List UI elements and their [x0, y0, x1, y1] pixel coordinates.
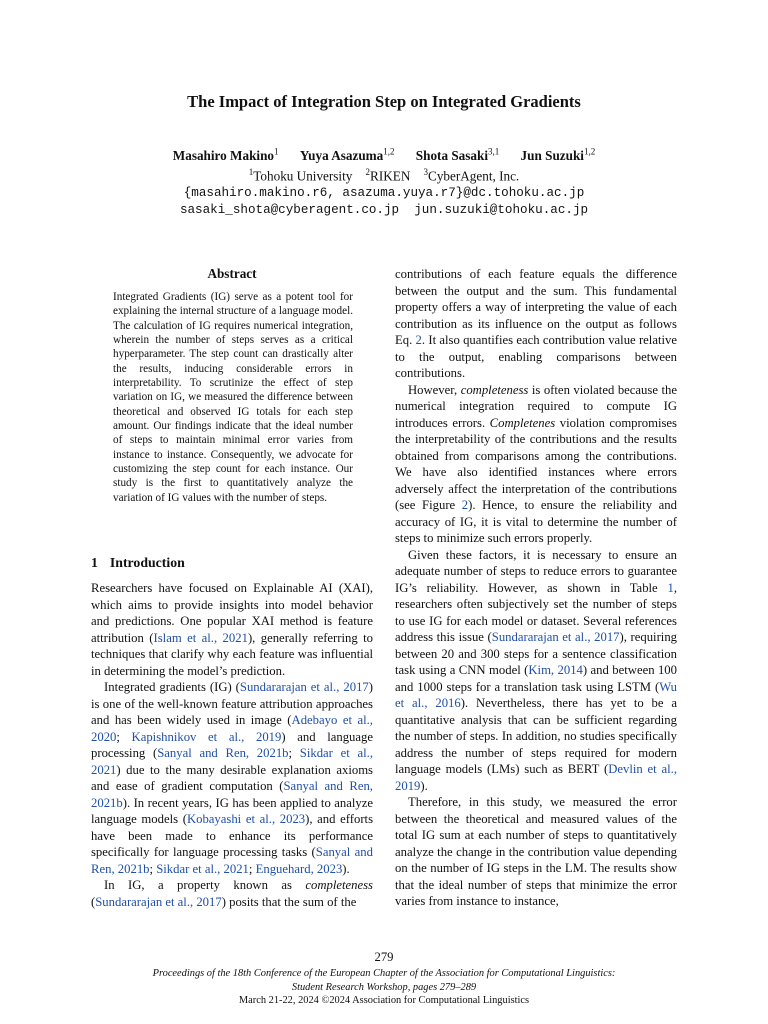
paragraph: However, completeness is often violated because the numerical integration required to compute IG introduces errors. Completenes violation compromises the interpretability of the contributions and the results obtained from comparisons among the contributions. We have also identified instances where errors adversely affect the interpretation of the contributions (see Figure 2). Hence, to ensure the reliability and accuracy of IG, it is vital to determine the number of steps to minimize such errors properly. [395, 382, 677, 545]
paragraph: Integrated gradients (IG) (Sundararajan et al., 2017) is one of the well-known feature attribution approaches and has been widely used in image (Adebayo et al., 2020; Kapishnikov et al., 2019) and language processing (Sanyal and Ren, 2021b; Sikdar et al., 2021) due to the many desirable explanation axioms and ease of gradient computation (Sanyal and Ren, 2021b). In recent years, IG has been applied to analyze language models (Kobayashi et al., 2023), and efforts have been made to enhance its performance specifically for language processing tasks (Sanyal and Ren, 2021b; Sikdar et al., 2021; Enguehard, 2023). [91, 680, 374, 876]
affiliation-1: Tohoku University [253, 168, 353, 184]
author-sup: 1 [274, 147, 279, 157]
email-line-2 [0, 202, 768, 219]
figure-ref-link[interactable]: 2 [461, 498, 469, 512]
paragraph: In IG, a property known as completeness (Sundararajan et al., 2017) posits that the sum of the [91, 878, 373, 909]
citation-link[interactable]: Sanyal and Ren, 2021b [157, 746, 289, 760]
affil-sup: 1 [248, 167, 254, 178]
citation-link[interactable]: Sundararajan et al., 2017 [239, 680, 369, 694]
citation-link[interactable]: Kapishnikov et al., 2019 [131, 729, 282, 744]
author-name: Yuya Asazuma [299, 148, 384, 164]
page-number: 279 [374, 950, 394, 964]
paragraph: contributions of each feature equals the difference between the output and the sum. This fundamental property offers a way of interpreting the value of each contribution as its influence on the output as follows Eq. 2. It also quantifies each contribution value relative to the output, enabling comparisons between contributions. [395, 267, 677, 380]
citation-link[interactable]: Sanyal and Ren, 2021b [91, 845, 373, 876]
affil-sup: 2 [365, 167, 371, 178]
author-name: Jun Suzuki [520, 148, 584, 164]
section-number: 1 [91, 555, 98, 570]
paper-title: The Impact of Integration Step on Integrated Gradients [187, 92, 581, 111]
section-title: Introduction [109, 555, 185, 570]
equation-ref-link[interactable]: 2 [415, 333, 422, 347]
abstract-text: Integrated Gradients (IG) serve as a potent tool for explaining the internal structure of a language model. The calculation of IG requires numerical integration, wherein the number of steps serves as a critical hyperparameter. The step count can drastically alter the results, inducing considerable errors in interpretability. To scrutinize the effect of step variation on IG, we measured the difference between theoretical and observed IG totals for each step amount. Our findings indicate that the ideal number of steps to maintain minimal error varies from instance to instance. Consequently, we advocate for customizing the step count for each instance. Our study is the first to quantitatively analyze the variation of IG values with the number of steps. [113, 291, 353, 504]
footer-line-3: March 21-22, 2024 ©2024 Association for Computational Linguistics [238, 995, 530, 1006]
affil-sup: 3 [423, 167, 429, 178]
citation-link[interactable]: Sikdar et al., 2021 [156, 861, 249, 876]
affiliations [0, 164, 768, 184]
affiliation-3: CyberAgent, Inc. [428, 168, 520, 184]
author-3 [416, 148, 499, 163]
table-ref-link[interactable]: 1 [667, 580, 674, 595]
citation-link[interactable]: Sikdar et al., 2021 [91, 746, 373, 777]
paragraph: Therefore, in this study, we measured the error between the theoretical and measured values of the total IG sum at each number of steps to quantitatively analyze the change in the contribution value depending on the number of IG steps in the LM. The results show that the ideal number of steps that minimize the error varies from instance to instance, [395, 795, 677, 908]
intro-column-left [91, 580, 373, 910]
citation-link[interactable]: Islam et al., 2021 [153, 630, 248, 645]
author-1 [173, 148, 279, 163]
citation-link[interactable]: Kobayashi et al., 2023 [186, 812, 306, 826]
citation-link[interactable]: Sundararajan et al., 2017 [95, 894, 222, 909]
author-name: Masahiro Makino [172, 148, 275, 164]
citation-link[interactable]: Sanyal and Ren, 2021b [91, 779, 373, 810]
citation-link[interactable]: Devlin et al., 2019 [395, 762, 677, 793]
author-sup: 3,1 [488, 147, 500, 157]
email-sasaki: sasaki_shota@cyberagent.co.jp [179, 202, 400, 217]
citation-link[interactable]: Adebayo et al., 2020 [91, 713, 373, 744]
email-suzuki: jun.suzuki@tohoku.ac.jp [414, 202, 589, 217]
abstract-heading: Abstract [207, 266, 257, 281]
email-line-1: {masahiro.makino.r6, asazuma.yuya.r7}@dc.tohoku.ac.jp [183, 185, 585, 200]
affiliation-2: RIKEN [370, 168, 411, 184]
author-2 [300, 148, 395, 163]
section-heading [91, 555, 185, 571]
author-4 [521, 148, 596, 163]
paragraph: Given these factors, it is necessary to ensure an adequate number of steps to reduce errors to guarantee IG’s reliability. However, as shown in Table 1, researchers often subjectively set the number of steps to use IG for each model or dataset. Several references address this issue (Sundararajan et al., 2017), requiring between 20 and 300 steps for a sentence classification task using a CNN model (Kim, 2014) and between 100 and 1000 steps for a translation task using LSTM (Wu et al., 2016). Nevertheless, there has yet to be a quantitative analysis that can be sufficient regarding the number of steps. In addition, no studies specifically address the number of steps required for modern language models (LMs) such as BERT (Devlin et al., 2019). [395, 547, 678, 793]
intro-column-right [395, 266, 677, 910]
citation-link[interactable]: Sundararajan et al., 2017 [491, 630, 620, 644]
author-block [0, 144, 768, 219]
footer-line-1: Proceedings of the 18th Conference of the European Chapter of the Association for Computational Linguistics: [152, 968, 616, 979]
author-sup: 1,2 [583, 147, 596, 157]
citation-link[interactable]: Enguehard, 2023 [255, 861, 343, 876]
author-name: Shota Sasaki [415, 148, 488, 164]
author-names [0, 144, 768, 164]
citation-link[interactable]: Kim, 2014 [528, 663, 583, 677]
citation-link[interactable]: Wu et al., 2016 [395, 679, 677, 710]
footer-line-2: Student Research Workshop, pages 279–289 [291, 981, 477, 993]
paragraph: Researchers have focused on Explainable AI (XAI), which aims to provide insights into model behavior and predictions. One popular XAI method is feature attribution (Islam et al., 2021), generally referring to techniques that clarify why each feature was influential in determining the model’s prediction. [91, 581, 373, 678]
proceedings-footer [0, 967, 768, 1008]
author-sup: 1,2 [383, 147, 395, 157]
